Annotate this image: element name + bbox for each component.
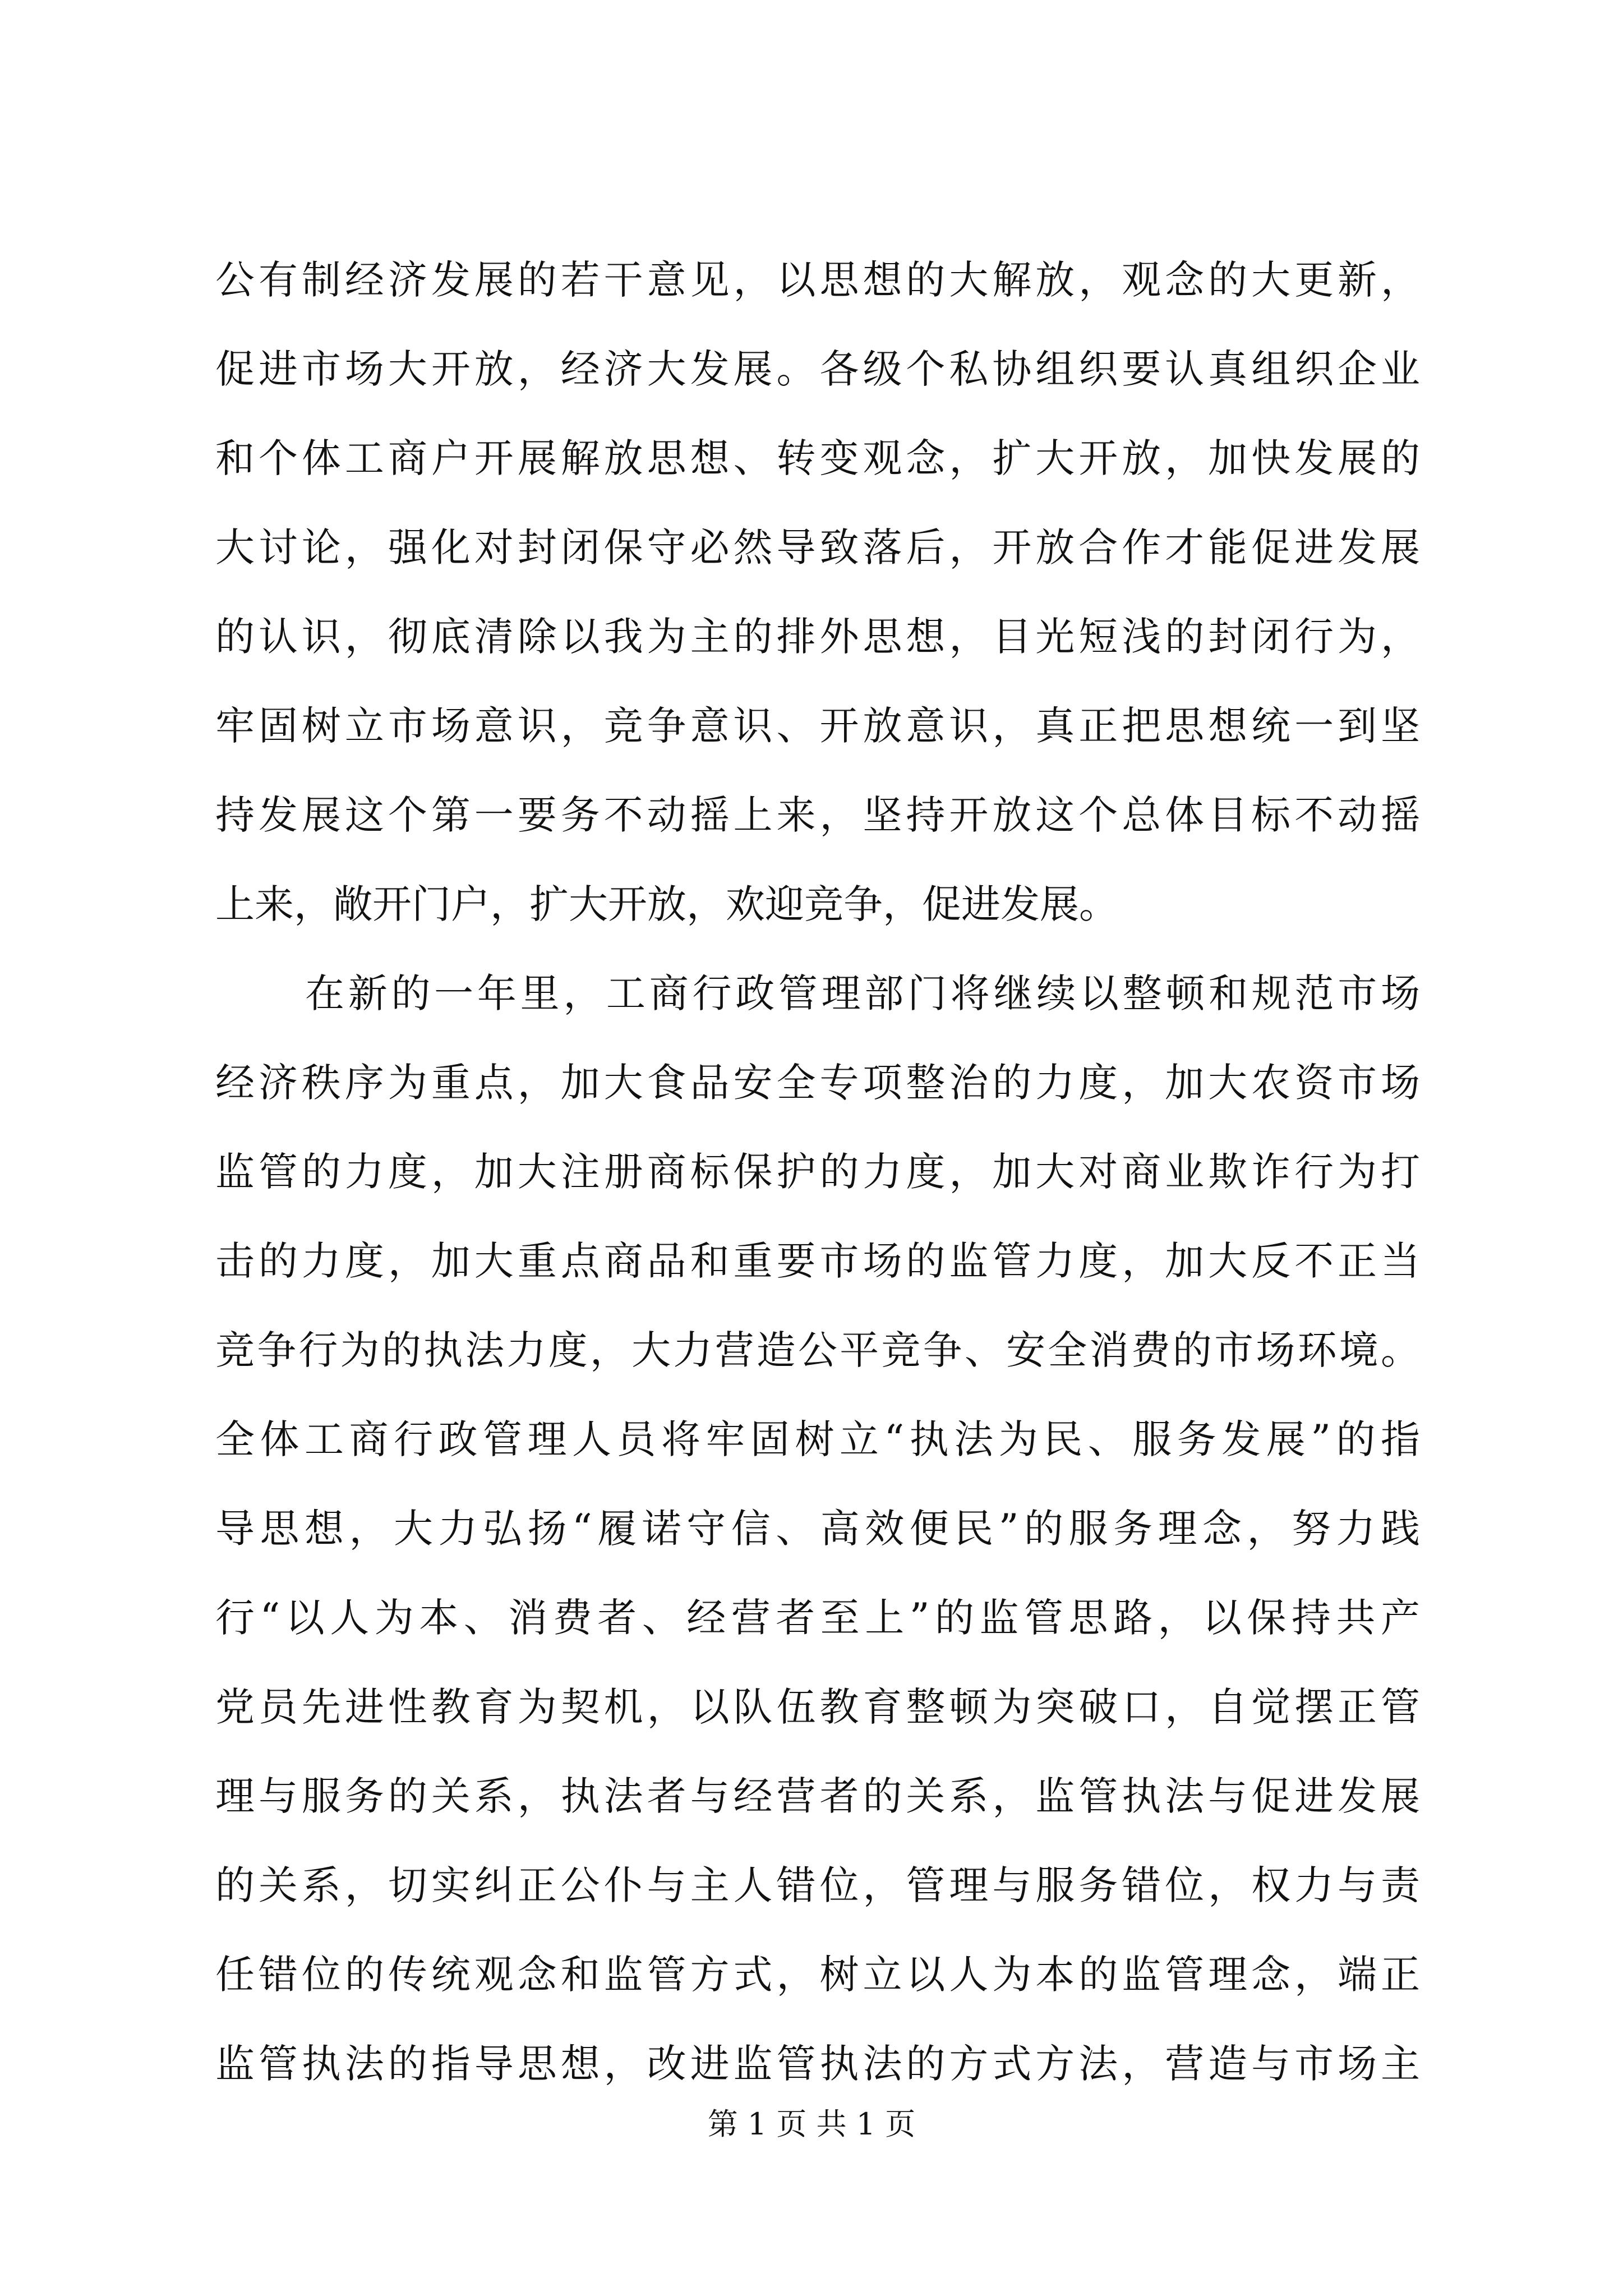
page-number-footer: 第 1 页 共 1 页	[707, 2106, 916, 2142]
text-line: 竞争行为的执法力度，大力营造公平竞争、安全消费的市场环境。	[215, 1327, 1420, 1373]
text-line: 击的力度，加大重点商品和重要市场的监管力度，加大反不正当	[215, 1238, 1420, 1284]
text-line: 经济秩序为重点，加大食品安全专项整治的力度，加大农资市场	[215, 1060, 1420, 1106]
text-line: 上来，敞开门户，扩大开放，欢迎竞争，促进发展。	[215, 881, 1118, 927]
text-line: 和个体工商户开展解放思想、转变观念，扩大开放，加快发展的	[215, 435, 1420, 481]
text-line: 大讨论，强化对封闭保守必然导致落后，开放合作才能促进发展	[215, 524, 1420, 570]
text-line: 任错位的传统观念和监管方式，树立以人为本的监管理念，端正	[215, 1952, 1420, 1998]
text-line: 持发展这个第一要务不动摇上来，坚持开放这个总体目标不动摇	[215, 792, 1420, 838]
text-line: 理与服务的关系，执法者与经营者的关系，监管执法与促进发展	[215, 1773, 1420, 1819]
text-line: 公有制经济发展的若干意见，以思想的大解放，观念的大更新，	[215, 257, 1420, 303]
text-line: 的认识，彻底清除以我为主的排外思想，目光短浅的封闭行为，	[215, 614, 1420, 660]
text-line: 监管执法的指导思想，改进监管执法的方式方法，营造与市场主	[215, 2041, 1420, 2087]
text-line: 促进市场大开放，经济大发展。各级个私协组织要认真组织企业	[215, 346, 1420, 392]
text-line: 监管的力度，加大注册商标保护的力度，加大对商业欺诈行为打	[215, 1149, 1420, 1195]
text-line: 在新的一年里，工商行政管理部门将继续以整顿和规范市场	[305, 970, 1420, 1016]
text-line: 全体工商行政管理人员将牢固树立“执法为民、服务发展”的指	[215, 1416, 1420, 1462]
text-line: 党员先进性教育为契机，以队伍教育整顿为突破口，自觉摆正管	[215, 1684, 1420, 1730]
text-line: 行“以人为本、消费者、经营者至上”的监管思路，以保持共产	[215, 1595, 1420, 1641]
paragraph-1	[215, 236, 1420, 949]
paragraph-2	[215, 949, 1420, 2109]
body-text	[215, 236, 1420, 2109]
text-line: 牢固树立市场意识，竞争意识、开放意识，真正把思想统一到坚	[215, 703, 1420, 749]
text-line: 的关系，切实纠正公仆与主人错位，管理与服务错位，权力与责	[215, 1862, 1420, 1908]
text-line: 导思想，大力弘扬“履诺守信、高效便民”的服务理念，努力践	[215, 1506, 1420, 1552]
